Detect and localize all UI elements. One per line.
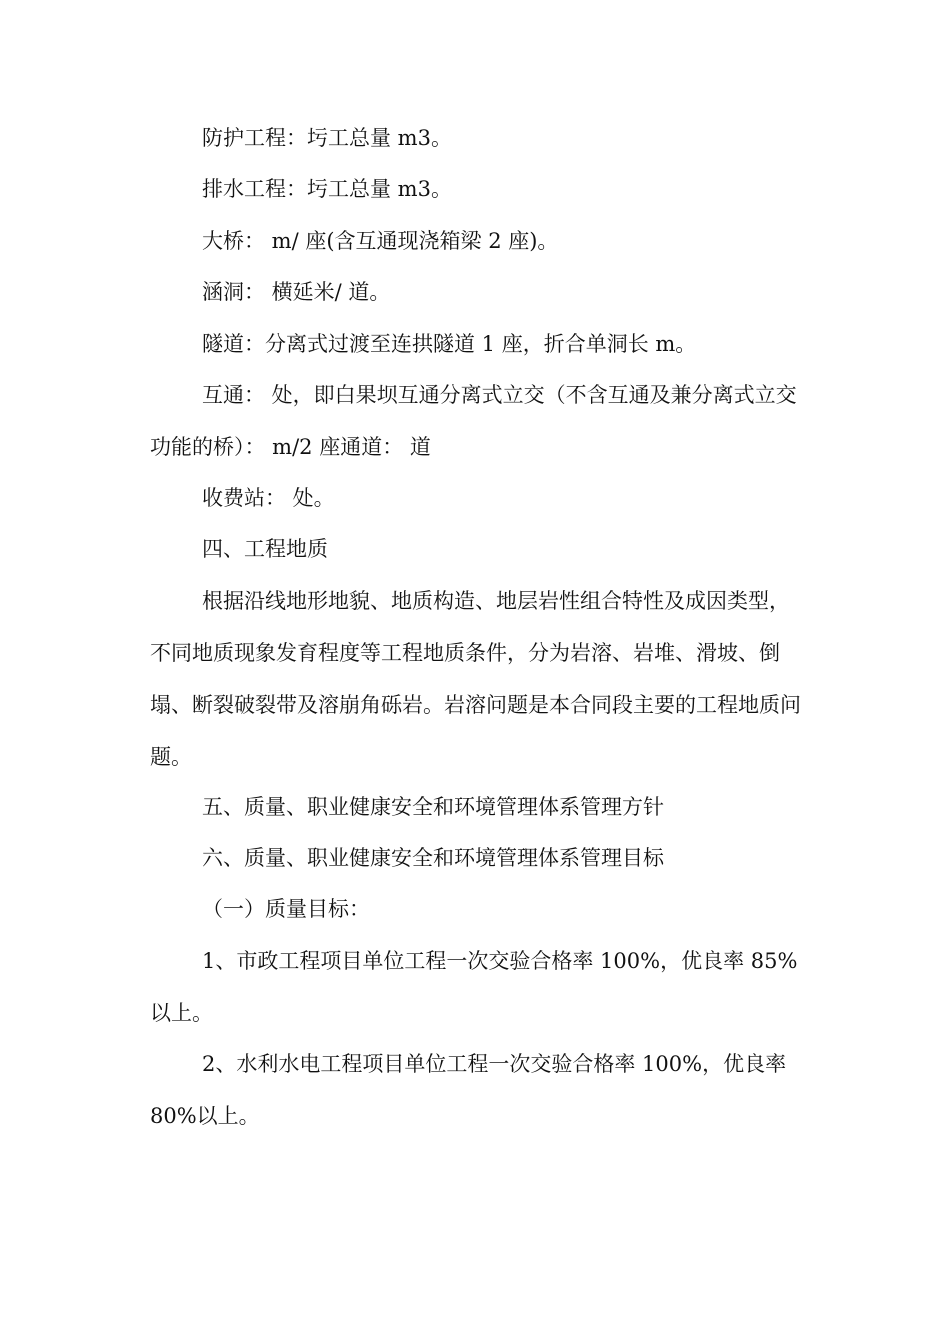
paragraph-culvert: 涵洞： 横延米/ 道。 <box>202 280 391 304</box>
heading-quality-objectives: （一）质量目标： <box>202 897 370 921</box>
paragraph-toll-station: 收费站： 处。 <box>202 486 335 510</box>
heading-engineering-geology: 四、工程地质 <box>202 537 328 561</box>
paragraph-large-bridge: 大桥： m/ 座(含互通现浇箱梁 2 座)。 <box>202 229 559 253</box>
paragraph-interchange: 互通： 处，即白果坝互通分离式立交（不含互通及兼分离式立交功能的桥）： m/2 座通道： 道 <box>150 383 797 459</box>
paragraph-drainage-works: 排水工程：圬工总量 m3。 <box>202 177 452 201</box>
paragraph-hydropower-quality-target: 2、水利水电工程项目单位工程一次交验合格率 100%，优良率 80%以上。 <box>150 1052 787 1128</box>
paragraph-geology-description: 根据沿线地形地貌、地质构造、地层岩性组合特性及成因类型，不同地质现象发育程度等工程地质条件，分为岩溶、岩堆、滑坡、倒塌、断裂破裂带及溶崩角砾岩。岩溶问题是本合同段主要的工程地质问题。 <box>150 589 801 769</box>
heading-management-policy: 五、质量、职业健康安全和环境管理体系管理方针 <box>202 795 664 819</box>
paragraph-tunnel: 隧道：分离式过渡至连拱隧道 1 座，折合单洞长 m。 <box>202 332 697 356</box>
paragraph-protection-works: 防护工程：圬工总量 m3。 <box>202 126 452 150</box>
paragraph-municipal-quality-target: 1、市政工程项目单位工程一次交验合格率 100%，优良率 85%以上。 <box>150 949 798 1025</box>
heading-management-objectives: 六、质量、职业健康安全和环境管理体系管理目标 <box>202 846 664 870</box>
